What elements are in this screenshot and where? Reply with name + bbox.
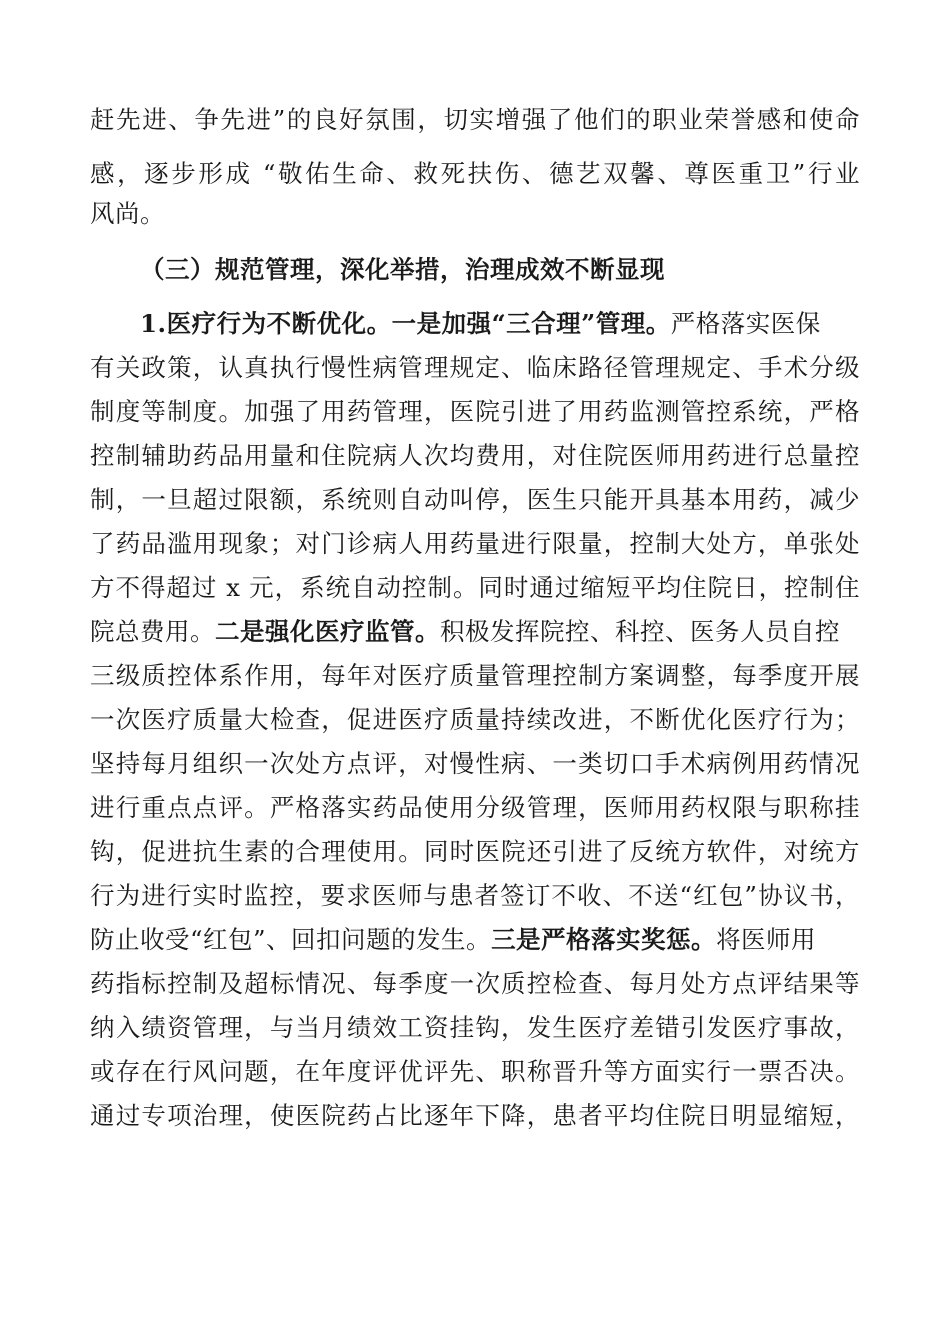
paragraph-line [140, 304, 910, 344]
body-text: 药指标控制及超标情况、每季度一次质控检查、每月处方点评结果等 [90, 969, 860, 998]
paragraph-line [90, 656, 860, 696]
body-text: 防止收受“红包”、回扣问题的发生。 [90, 925, 492, 954]
paragraph-line [90, 744, 860, 784]
paragraph-line [90, 568, 860, 608]
body-text: 或存在行风问题，在年度评优评先、职称晋升等方面实行一票否决。 [90, 1057, 860, 1086]
body-text: 有关政策，认真执行慢性病管理规定、临床路径管理规定、手术分级 [90, 353, 860, 382]
body-text: 一次医疗质量大检查，促进医疗质量持续改进，不断优化医疗行为； [90, 705, 860, 734]
body-text: 风尚。 [90, 199, 165, 228]
body-text: 院总费用。 [90, 617, 215, 646]
paragraph-line [90, 832, 860, 872]
body-text: 三级质控体系作用，每年对医疗质量管理控制方案调整，每季度开展 [90, 661, 860, 690]
body-text: 将医师用 [716, 925, 817, 954]
paragraph-line [90, 480, 860, 520]
body-text: 积极发挥院控、科控、医务人员自控 [440, 617, 840, 646]
paragraph-line [90, 392, 860, 432]
body-text: 制，一旦超过限额，系统则自动叫停，医生只能开具基本用药，减少 [90, 485, 860, 514]
body-text: 纳入绩资管理，与当月绩效工资挂钩，发生医疗差错引发医疗事故， [90, 1013, 860, 1042]
paragraph-line [90, 100, 860, 140]
paragraph-line [140, 250, 910, 290]
bold-text: 三是严格落实奖惩。 [491, 925, 717, 954]
bold-text: （三）规范管理，深化举措，治理成效不断显现 [140, 255, 665, 284]
body-text: 坚持每月组织一次处方点评，对慢性病、一类切口手术病例用药情况 [90, 749, 860, 778]
paragraph-line [90, 436, 860, 476]
paragraph-line [90, 700, 860, 740]
paragraph-line [90, 524, 860, 564]
paragraph-line [90, 876, 860, 916]
paragraph-line [90, 194, 860, 234]
paragraph-line [90, 920, 860, 960]
paragraph-line [90, 1008, 860, 1048]
body-text: 行为进行实时监控，要求医师与患者签订不收、不送“红包”协议书， [90, 881, 860, 910]
paragraph-line [90, 788, 860, 828]
bold-text: 1.医疗行为不断优化。一是加强“三合理”管理。 [140, 309, 671, 338]
bold-text: 二是强化医疗监管。 [215, 617, 440, 646]
body-text: 进行重点点评。严格落实药品使用分级管理，医师用药权限与职称挂 [90, 793, 860, 822]
body-text: 了药品滥用现象；对门诊病人用药量进行限量，控制大处方，单张处 [90, 529, 860, 558]
body-text: 通过专项治理，使医院药占比逐年下降，患者平均住院日明显缩短， [90, 1101, 860, 1130]
body-text: 严格落实医保 [670, 309, 821, 338]
body-text: 方不得超过 x 元，系统自动控制。同时通过缩短平均住院日，控制住 [90, 573, 860, 602]
body-text: 赶先进、争先进”的良好氛围，切实增强了他们的职业荣誉感和使命 [90, 105, 860, 134]
paragraph-line [90, 964, 860, 1004]
body-text: 控制辅助药品用量和住院病人次均费用，对住院医师用药进行总量控 [90, 441, 860, 470]
paragraph-line [90, 348, 860, 388]
body-text: 感，逐步形成 “敬佑生命、救死扶伤、德艺双馨、尊医重卫”行业 [90, 159, 860, 188]
body-text: 钩，促进抗生素的合理使用。同时医院还引进了反统方软件，对统方 [90, 837, 860, 866]
paragraph-line [90, 1096, 860, 1136]
paragraph-line [90, 154, 860, 194]
paragraph-line [90, 612, 860, 652]
body-text: 制度等制度。加强了用药管理，医院引进了用药监测管控系统，严格 [90, 397, 860, 426]
paragraph-line [90, 1052, 860, 1092]
